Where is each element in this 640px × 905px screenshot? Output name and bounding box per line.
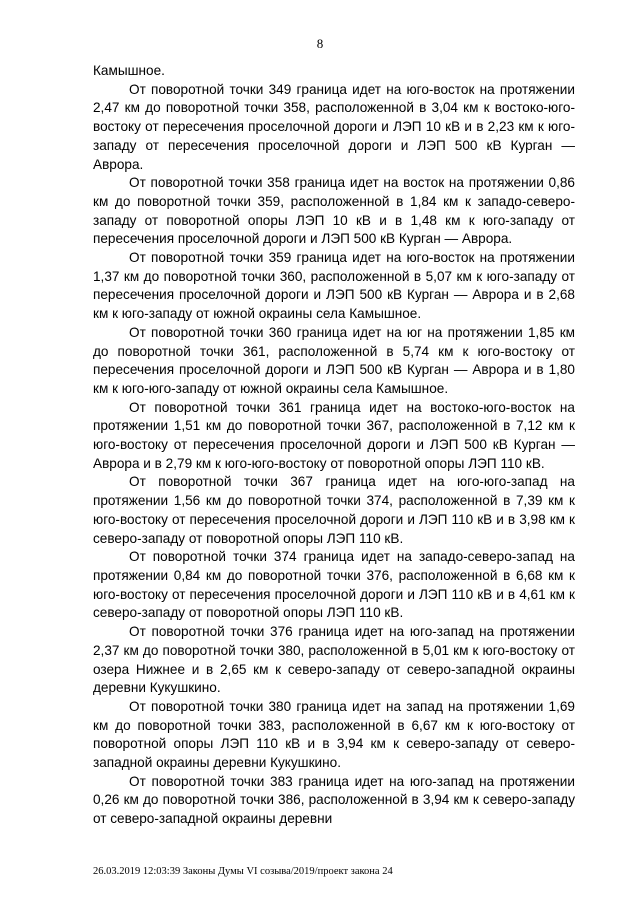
- paragraph: От поворотной точки 359 граница идет на юго-восток на протяжении 1,37 км до поворотной точки 360, расположенной в 5,07 км к юго-западу от пересечения проселочной дороги и ЛЭП 500 кВ Курган — Аврора и в 2,68 км к юго-западу от южной окраины села Камышное.: [93, 250, 575, 322]
- paragraph: От поворотной точки 383 граница идет на юго-запад на протяжении 0,26 км до поворотной точки 386, расположенной в 3,94 км к северо-западу от северо-западной окраины деревни: [93, 773, 575, 827]
- document-footer: 26.03.2019 12:03:39 Законы Думы VI созыва/2019/проект закона 24: [93, 866, 393, 877]
- paragraph: От поворотной точки 367 граница идет на юго-юго-запад на протяжении 1,56 км до поворотной точки 374, расположенной в 7,39 км к юго-востоку от пересечения проселочной дороги и ЛЭП 110 кВ и в 3,98 км к северо-западу от поворотной опоры ЛЭП 110 кВ.: [93, 474, 575, 546]
- page-number: 8: [316, 36, 324, 51]
- paragraph: От поворотной точки 374 граница идет на западо-северо-запад на протяжении 0,84 км до поворотной точки 376, расположенной в 6,68 км к юго-востоку от пересечения проселочной дороги и ЛЭП 110 кВ и в 4,61 км к северо-западу от поворотной опоры ЛЭП 110 кВ.: [93, 549, 575, 621]
- paragraph: От поворотной точки 358 граница идет на восток на протяжении 0,86 км до поворотной точки 359, расположенной в 1,84 км к западо-северо-западу от поворотной опоры ЛЭП 10 кВ и в 1,48 км к юго-западу от пересечения проселочной дороги и ЛЭП 500 кВ Курган — Аврора.: [93, 175, 575, 247]
- paragraph: От поворотной точки 376 граница идет на юго-запад на протяжении 2,37 км до поворотной точки 380, расположенной в 5,01 км к юго-востоку от озера Нижнее и в 2,65 км к северо-западу от северо-западной окраины деревни Кукушкино.: [93, 624, 575, 696]
- paragraph: Камышное.: [93, 63, 165, 78]
- paragraph: От поворотной точки 349 граница идет на юго-восток на протяжении 2,47 км до поворотной точки 358, расположенной в 3,04 км к востоко-юго-востоку от пересечения проселочной дороги и ЛЭП 10 кВ и в 2,23 км к юго-западу от пересечения проселочной дороги и ЛЭП 500 кВ Курган — Аврора.: [93, 81, 575, 172]
- paragraph: От поворотной точки 360 граница идет на юг на протяжении 1,85 км до поворотной точки 361, расположенной в 5,74 км к юго-востоку от пересечения проселочной дороги и ЛЭП 500 кВ Курган — Аврора и в 1,80 км к юго-юго-западу от южной окраины села Камышное.: [93, 324, 575, 396]
- paragraph: От поворотной точки 361 граница идет на востоко-юго-восток на протяжении 1,51 км до поворотной точки 367, расположенной в 7,12 км к юго-востоку от пересечения проселочной дороги и ЛЭП 500 кВ Курган — Аврора и в 2,79 км к юго-юго-востоку от поворотной опоры ЛЭП 110 кВ.: [93, 399, 575, 471]
- paragraph: От поворотной точки 380 граница идет на запад на протяжении 1,69 км до поворотной точки 383, расположенной в 6,67 км к юго-востоку от поворотной опоры ЛЭП 110 кВ и в 3,94 км к северо-западу от северо-западной окраины деревни Кукушкино.: [93, 698, 575, 771]
- document-body: [93, 62, 575, 829]
